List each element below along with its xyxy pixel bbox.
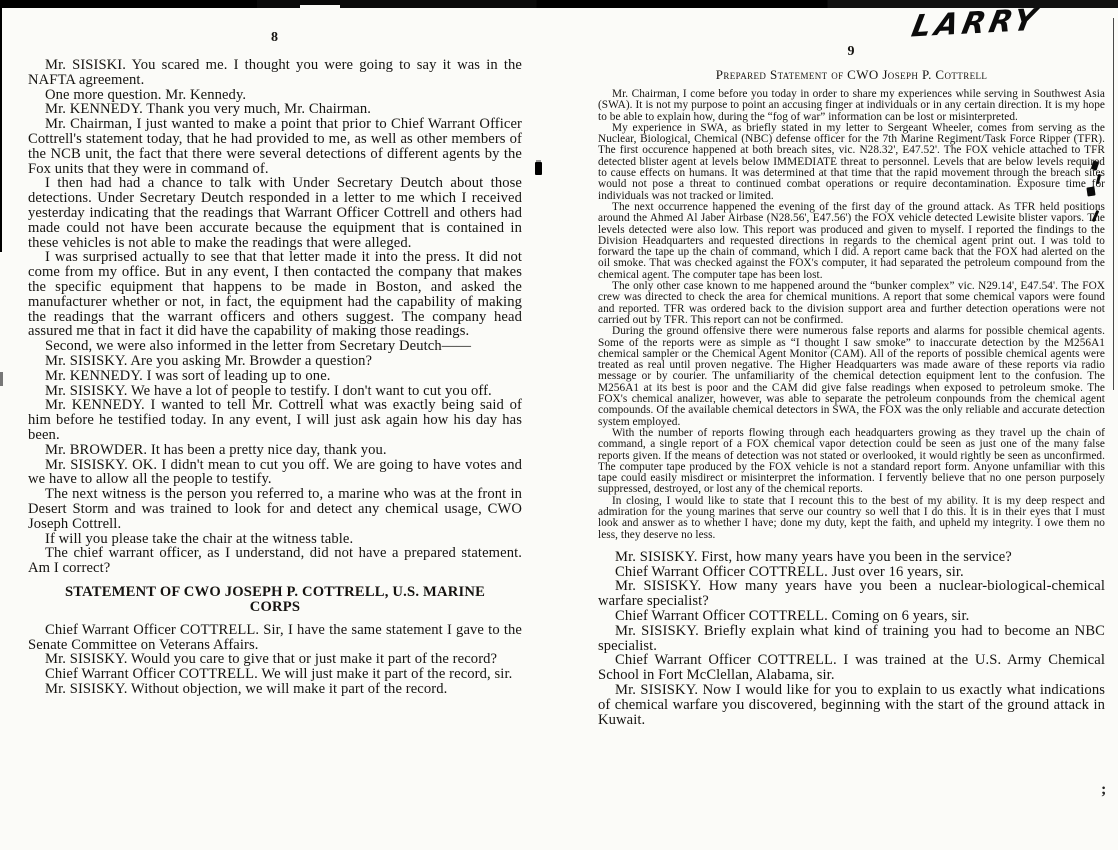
- transcript-paragraph: I was surprised actually to see that that letter made it into the press. It did not come from my office. But in any event, I then contacted the company that makes the specific equipment that happens to be made in Boston, and asked the manufacturer whether or not, in fact, the equipment had the capability of making the readings that the warrant officers and others suggest. The company head assured me that in fact it did have the capability of making those readings.: [28, 249, 522, 340]
- left-page-body-after-heading: [28, 623, 522, 697]
- statement-paragraph: The only other case known to me happened around the “bunker complex” vic. N29.14', E47.54'. The FOX crew was directed to check the area for chemical munitions. A report that some chemical vapors were found and reported. TFR was ordered back to the division support area and further detection operations were not carried out by TFR. This report can not be confirmed.: [598, 280, 1105, 326]
- transcript-paragraph: Mr. SISISKY. How many years have you been a nuclear-biological-chemical warfare specialist?: [598, 578, 1105, 610]
- scan-right-edge-line: [1113, 18, 1114, 390]
- transcript-paragraph: Chief Warrant Officer COTTRELL. Just over 16 years, sir.: [615, 563, 964, 580]
- page-number-right: 9: [847, 44, 856, 59]
- transcript-paragraph: Mr. SISISKY. First, how many years have you been in the service?: [615, 548, 1012, 565]
- prepared-statement-body: [598, 89, 1105, 541]
- left-page: [28, 30, 522, 697]
- question-answer-block: [598, 550, 1105, 728]
- right-page: [598, 44, 1105, 727]
- transcript-paragraph: Mr. SISISKY. Briefly explain what kind of training you had to become an NBC specialist.: [598, 622, 1105, 654]
- statement-paragraph: The next occurrence happened the evening of the first day of the ground attack. As TFR held positions around the Ahmed Al Jaber Airbase (N28.56', E47.56') the FOX vehicle detected Lewisite blister vapors. The levels detected were also low. This report was produced and given to myself. I reported the findings to the Division Headquarters and requested directions in regards to the chemical agent print out. I was told to forward the tape up the chain of command, which I did. A report came back that the FOX had alerted on the oil smoke. That was checked against the FOX's computer, it had separated the petroleum compound from the chemical agent. The computer tape has been lost.: [598, 200, 1105, 281]
- statement-paragraph: With the number of reports flowing through each headquarters growing as they travel up the chain of command, a single report of a FOX chemical vapor detection could be seen as just one of the many false reports given. If the means of detection was not stated or overlooked, it would rightly be seen as unconfirmed. The computer tape produced by the FOX vehicle is not a standard report form. Anyone unfamiliar with this tape could easily misdirect or misinterpret the information. I fervently believe that no one person purposely suppressed, destroyed, or lost any of the chemical reports.: [598, 426, 1105, 496]
- transcript-paragraph: Mr. SISISKY. Now I would like for you to explain to us exactly what indications of chemical warfare you discovered, beginning with the start of the ground attack in Kuwait.: [598, 682, 1105, 728]
- transcript-paragraph: Mr. SISISKY. Without objection, we will make it part of the record.: [45, 681, 448, 698]
- statement-paragraph: Mr. Chairman, I come before you today in order to share my experiences while serving in Southwest Asia (SWA). It is not my purpose to point an accusing finger at individuals or in any certain direction. It is my hope to be able to explain how, during the “fog of war” information can be lost or misinterpreted.: [598, 88, 1105, 123]
- transcript-paragraph: Chief Warrant Officer COTTRELL. Sir, I have the same statement I gave to the Senate Committee on Veterans Affairs.: [28, 621, 522, 653]
- transcript-paragraph: The next witness is the person you referred to, a marine who was at the front in Desert Storm and was trained to look for and detect any chemical usage, CWO Joseph Cottrell.: [28, 486, 522, 532]
- prepared-statement-heading: Prepared Statement of CWO Joseph P. Cottrell: [715, 67, 988, 82]
- page-number-left: 8: [271, 30, 279, 45]
- scan-left-edge-mark: [0, 372, 3, 386]
- transcript-paragraph: Mr. BROWDER. It has been a pretty nice day, thank you.: [45, 441, 387, 458]
- transcript-paragraph: Chief Warrant Officer COTTRELL. Coming on 6 years, sir.: [615, 608, 970, 625]
- transcript-paragraph: Chief Warrant Officer COTTRELL. We will just make it part of the record, sir.: [45, 666, 513, 683]
- statement-paragraph: In closing, I would like to state that I recount this to the best of my ability. It is my deep respect and admiration for the young marines that serve our country so well that I do this. It is in their eyes that I must look and answer as to whether I have; done my duty, kept the faith, and upheld my integrity. I owe them no less, they deserve no less.: [598, 494, 1105, 541]
- transcript-paragraph: Mr. SISISKY. OK. I didn't mean to cut you off. We are going to have votes and we have to allow all the people to testify.: [28, 456, 522, 488]
- transcript-paragraph: Mr. SISISKI. You scared me. I thought you were going to say it was in the NAFTA agreement.: [28, 57, 522, 88]
- scan-left-edge-line: [0, 6, 2, 252]
- transcript-paragraph: Second, we were also informed in the letter from Secretary Deutch——: [45, 338, 472, 355]
- transcript-paragraph: Mr. KENNEDY. I wanted to tell Mr. Cottrell what was exactly being said of him before he testified today. In any event, I will just ask again how his day has been.: [28, 397, 522, 443]
- statement-paragraph: During the ground offensive there were numerous false reports and alarms for possible chemical agents. Some of the reports were as simple as “I thought I saw smoke” to inaccurate detection by the M256A1 chemical sampler or the Chemical Agent Monitor (CAM). All of the reports of possible chemical agents were treated as real until proven negative. The Higher Headquarters was made aware of these reports via radio message or by courier. The unfamiliarity of the chemical detection equipment lent to the confusion. The M256A1 at its best is poor and the CAM did give false readings when exposed to petroleum smoke. The FOX's chemical analizer, however, was able to separate the petroleum conpounds from the chemical agent compounds. Of the available chemical detectors in SWA, the FOX was the only reliable and accurate detection system employed.: [598, 325, 1105, 428]
- transcript-paragraph: One more question. Mr. Kennedy.: [45, 86, 247, 103]
- transcript-paragraph: Mr. SISISKY. We have a lot of people to testify. I don't want to cut you off.: [45, 382, 492, 399]
- statement-section-heading: STATEMENT OF CWO JOSEPH P. COTTRELL, U.S. MARINE CORPS: [64, 583, 486, 616]
- transcript-paragraph: Mr. KENNEDY. Thank you very much, Mr. Chairman.: [45, 101, 371, 118]
- left-page-body: [28, 58, 522, 576]
- handwritten-margin-semicolon: ;: [1101, 781, 1107, 798]
- scan-edge-gap: [300, 5, 340, 8]
- statement-paragraph: My experience in SWA, as briefly stated in my letter to Sergeant Wheeler, comes from serving as the Nuclear, Biological, Chemical (NBC) defense officer for the 7th Marine Regiment/Task Force Ripper (TFR). The first occurence happened at both breach sites, vic. N28.32', E47.52'. The FOX vehicle attached to TFR detected blister agent at levels below IMMEDIATE threat to personnel. Levels that are below levels required to cause effects on humans. It was determined at that time that the rapid movement through the breach sites would not pose a threat to continued combat operations or require decontamination. Exposure time for individuals was not tracked or limited.: [598, 121, 1105, 202]
- transcript-paragraph: Mr. SISISKY. Would you care to give that or just make it part of the record?: [45, 651, 498, 668]
- transcript-paragraph: Chief Warrant Officer COTTRELL. I was trained at the U.S. Army Chemical School in Fort McClellan, Alabama, sir.: [598, 652, 1105, 684]
- transcript-paragraph: Mr. SISISKY. Are you asking Mr. Browder a question?: [45, 352, 373, 369]
- transcript-paragraph: Mr. Chairman, I just wanted to make a point that prior to Chief Warrant Officer Cottrell's statement today, that he had provided to me, as well as other members of the NCB unit, the fact that there were several detections of different agents by the Fox units that they were in command of.: [28, 116, 522, 177]
- transcript-paragraph: The chief warrant officer, as I understand, did not have a prepared statement. Am I correct?: [28, 545, 522, 577]
- scan-gutter-blob: [535, 162, 542, 175]
- transcript-paragraph: Mr. KENNEDY. I was sort of leading up to one.: [45, 367, 331, 384]
- handwritten-note-larry: LARRY: [908, 2, 1043, 45]
- transcript-paragraph: If will you please take the chair at the witness table.: [45, 530, 354, 547]
- transcript-paragraph: I then had had a chance to talk with Under Secretary Deutch about those detections. Under Secretary Deutch responded in a letter to me which I received yesterday indicating that the readings that Warrant Officer Cottrell and others had made could not have been accurate because the equipment that is contained in these vehicles is not able to make the readings that were alleged.: [28, 175, 522, 251]
